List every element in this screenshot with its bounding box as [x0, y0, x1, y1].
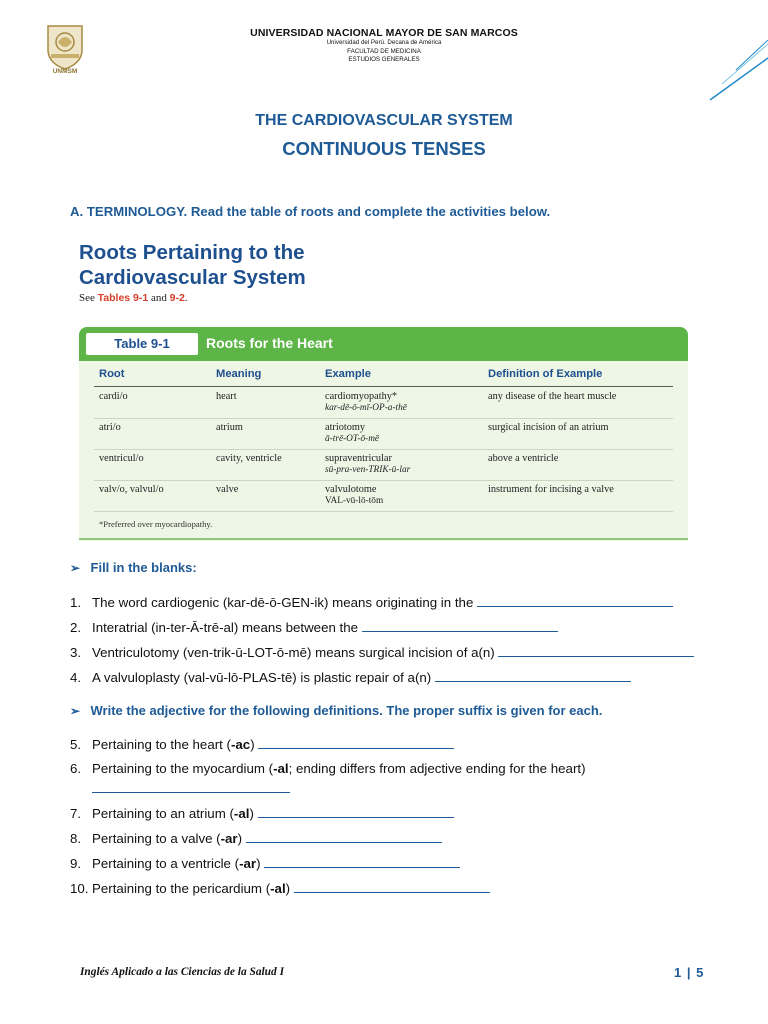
table-cell-meaning: valve	[216, 484, 239, 495]
question-text-end: )	[250, 737, 259, 752]
fill-blanks-heading: Fill in the blanks:	[90, 560, 197, 575]
col-header-root: Root	[99, 368, 125, 380]
question-item	[70, 619, 558, 635]
question-text: Pertaining to the heart (	[92, 737, 231, 752]
figure-heading-line2: Cardiovascular System	[79, 266, 306, 289]
adjectives-heading-row	[70, 702, 602, 720]
question-item	[70, 644, 694, 660]
table-row-divider	[94, 418, 673, 419]
see-suffix: .	[184, 292, 188, 304]
department-name: ESTUDIOS GENERALES	[348, 56, 420, 64]
question-text: A valvuloplasty (val-vū-lō-PLAS-tē) is plastic repair of a(n)	[92, 670, 435, 685]
figure-heading	[79, 240, 306, 290]
question-text: Pertaining to a ventricle (	[92, 856, 240, 871]
col-header-example: Example	[325, 368, 372, 380]
question-item	[70, 855, 460, 871]
table-cell-meaning: heart	[216, 391, 237, 402]
document-subtitle: CONTINUOUS TENSES	[282, 138, 486, 159]
table-row-divider	[94, 480, 673, 481]
answer-blank[interactable]	[294, 880, 490, 893]
suffix-hint: -al	[270, 881, 286, 896]
question-text-end: )	[237, 831, 246, 846]
table-row-divider	[94, 449, 673, 450]
table-cell-root: cardi/o	[99, 391, 128, 402]
question-number: 5.	[70, 737, 82, 752]
question-number: 10.	[70, 881, 89, 896]
answer-blank[interactable]	[264, 855, 460, 868]
table-cell-definition: above a ventricle	[488, 453, 559, 464]
table-cell-definition: surgical incision of an atrium	[488, 422, 609, 433]
question-text: Pertaining to the myocardium (	[92, 761, 274, 776]
table-footnote: *Preferred over myocardiopathy.	[99, 519, 213, 529]
table-cell-root: atri/o	[99, 422, 121, 433]
table-header-divider	[94, 386, 673, 387]
faculty-name: FACULTAD DE MEDICINA	[347, 47, 421, 55]
adjectives-heading: Write the adjective for the following definitions. The proper suffix is given for each.	[90, 703, 603, 718]
question-number: 3.	[70, 645, 82, 660]
suffix-hint: -al	[233, 806, 250, 821]
answer-blank[interactable]	[246, 830, 442, 843]
question-item	[70, 669, 631, 685]
table-bottom-rule	[79, 538, 688, 540]
arrow-bullet-icon: ➢	[70, 561, 81, 575]
question-text: Interatrial (in-ter-Ā-trē-al) means between the	[92, 620, 362, 635]
see-and: and	[148, 292, 170, 304]
question-item	[70, 880, 490, 896]
see-prefix: See	[79, 292, 98, 304]
corner-decoration	[688, 40, 768, 102]
table-caption: Roots for the Heart	[206, 335, 333, 351]
question-item	[70, 736, 454, 752]
table-cell-definition: instrument for incising a valve	[488, 484, 614, 495]
suffix-hint: -ac	[230, 737, 251, 752]
question-item-continuation	[92, 780, 290, 798]
question-number: 7.	[70, 806, 82, 821]
question-text: Ventriculotomy (ven-trik-ū-LOT-ō-mē) means surgical incision of a(n)	[92, 645, 499, 660]
table-row-divider	[94, 511, 673, 512]
question-text: Pertaining to a valve (	[92, 831, 221, 846]
footer-course-name: Inglés Aplicado a las Ciencias de la Salud I	[80, 966, 284, 978]
see-table1-ref: Tables 9-1	[97, 292, 149, 304]
table-badge: Table 9-1	[86, 333, 198, 355]
answer-blank[interactable]	[477, 594, 673, 607]
col-header-definition: Definition of Example	[488, 368, 603, 380]
table-cell-pronunciation: VAL-vū-lō-tōm	[325, 496, 384, 506]
table-cell-example: supraventricular	[325, 453, 392, 464]
question-item	[70, 761, 586, 776]
col-header-meaning: Meaning	[216, 368, 262, 380]
answer-blank[interactable]	[258, 736, 454, 749]
table-cell-pronunciation: sū-pra-ven-TRIK-ū-lar	[325, 465, 411, 475]
question-item	[70, 830, 442, 846]
university-motto: Universidad del Perú. Decana de América	[326, 39, 442, 46]
table-cell-example: valvulotome	[325, 484, 377, 495]
arrow-bullet-icon: ➢	[70, 704, 81, 718]
question-number: 8.	[70, 831, 82, 846]
table-cell-meaning: atrium	[216, 422, 243, 433]
answer-blank[interactable]	[92, 780, 290, 793]
question-text: Pertaining to an atrium (	[92, 806, 234, 821]
page-number: 1 | 5	[674, 965, 705, 980]
suffix-hint: -ar	[220, 831, 238, 846]
university-name: UNIVERSIDAD NACIONAL MAYOR DE SAN MARCOS	[250, 27, 518, 39]
question-item	[70, 805, 454, 821]
suffix-hint: -ar	[239, 856, 257, 871]
suffix-hint: -al	[273, 761, 289, 776]
table-cell-pronunciation: ā-trē-OT-ō-mē	[325, 434, 380, 444]
question-number: 1.	[70, 595, 82, 610]
question-number: 2.	[70, 620, 82, 635]
university-header	[0, 27, 768, 65]
question-text-end: )	[256, 856, 265, 871]
table-cell-root: valv/o, valvul/o	[99, 484, 164, 495]
fill-blanks-heading-row	[70, 559, 197, 577]
table-cell-example: atriotomy	[325, 422, 366, 433]
see-table2-ref: 9-2	[169, 292, 185, 304]
question-text: The word cardiogenic (kar-dē-ō-GEN-ik) means originating in the	[92, 595, 478, 610]
question-item	[70, 594, 673, 610]
figure-heading-line1: Roots Pertaining to the	[79, 241, 305, 264]
table-cell-root: ventricul/o	[99, 453, 144, 464]
figure-see-reference	[79, 292, 188, 304]
section-a-heading: A. TERMINOLOGY. Read the table of roots and complete the activities below.	[70, 204, 551, 219]
document-title: THE CARDIOVASCULAR SYSTEM	[255, 112, 513, 129]
question-text: Pertaining to the pericardium (	[92, 881, 271, 896]
question-text-end: )	[285, 881, 294, 896]
answer-blank[interactable]	[258, 805, 454, 818]
table-cell-meaning: cavity, ventricle	[216, 453, 282, 464]
question-number: 4.	[70, 670, 82, 685]
answer-blank[interactable]	[435, 669, 631, 682]
question-number: 9.	[70, 856, 82, 871]
table-cell-pronunciation: kar-dē-ō-mī-OP-a-thē	[325, 403, 407, 413]
answer-blank[interactable]	[498, 644, 694, 657]
question-text-end: )	[249, 806, 258, 821]
question-text-end: ; ending differs from adjective ending for the heart)	[288, 761, 586, 776]
logo-text: UNMSM	[52, 68, 78, 75]
answer-blank[interactable]	[362, 619, 558, 632]
table-cell-definition: any disease of the heart muscle	[488, 391, 617, 402]
question-number: 6.	[70, 761, 82, 776]
table-cell-example: cardiomyopathy*	[325, 391, 398, 402]
